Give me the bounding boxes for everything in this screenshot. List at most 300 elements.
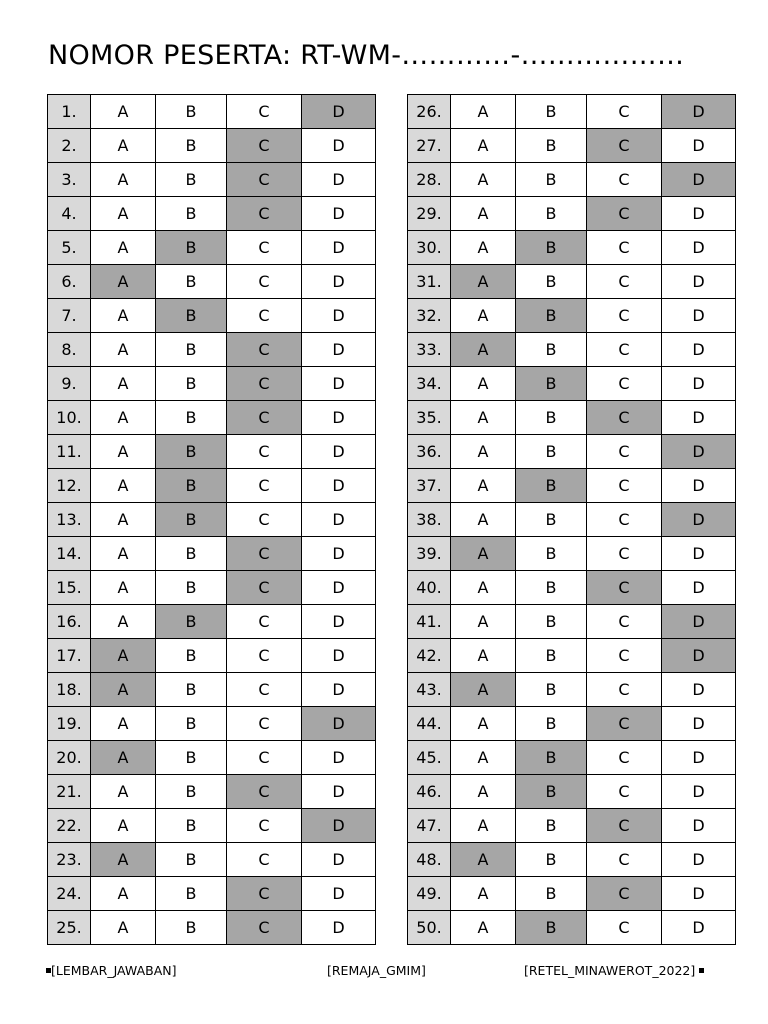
option-a-cell[interactable]: A — [451, 911, 516, 945]
answer-row — [408, 95, 736, 129]
question-number: 27. — [408, 129, 451, 163]
option-d-cell[interactable]: D — [302, 333, 376, 367]
option-d-cell[interactable]: D — [662, 707, 736, 741]
option-b-cell[interactable]: B — [516, 367, 587, 401]
option-c-cell[interactable]: C — [587, 911, 662, 945]
question-number: 47. — [408, 809, 451, 843]
question-number: 13. — [48, 503, 91, 537]
question-number: 7. — [48, 299, 91, 333]
question-number: 9. — [48, 367, 91, 401]
option-c-cell[interactable]: C — [227, 571, 302, 605]
answer-row — [48, 741, 376, 775]
option-c-cell[interactable]: C — [587, 469, 662, 503]
option-b-cell[interactable]: B — [516, 605, 587, 639]
question-number: 14. — [48, 537, 91, 571]
option-d-cell[interactable]: D — [302, 843, 376, 877]
option-b-cell[interactable]: B — [156, 367, 227, 401]
question-number: 49. — [408, 877, 451, 911]
answer-row — [408, 367, 736, 401]
question-number: 39. — [408, 537, 451, 571]
answer-row — [408, 843, 736, 877]
option-d-cell[interactable]: D — [662, 741, 736, 775]
question-number: 32. — [408, 299, 451, 333]
option-a-cell[interactable]: A — [451, 197, 516, 231]
question-number: 11. — [48, 435, 91, 469]
option-b-cell[interactable]: B — [516, 197, 587, 231]
option-b-cell[interactable]: B — [516, 333, 587, 367]
option-b-cell[interactable]: B — [516, 707, 587, 741]
option-d-cell[interactable]: D — [662, 605, 736, 639]
option-a-cell[interactable]: A — [91, 503, 156, 537]
option-a-cell[interactable]: A — [91, 469, 156, 503]
question-number: 19. — [48, 707, 91, 741]
option-a-cell[interactable]: A — [91, 537, 156, 571]
option-a-cell[interactable]: A — [451, 537, 516, 571]
option-c-cell[interactable]: C — [587, 197, 662, 231]
option-b-cell[interactable]: B — [156, 231, 227, 265]
option-d-cell[interactable]: D — [302, 741, 376, 775]
answer-row — [408, 639, 736, 673]
option-b-cell[interactable]: B — [156, 707, 227, 741]
option-c-cell[interactable]: C — [587, 605, 662, 639]
option-b-cell[interactable]: B — [156, 877, 227, 911]
option-a-cell[interactable]: A — [91, 571, 156, 605]
option-b-cell[interactable]: B — [156, 197, 227, 231]
option-b-cell[interactable]: B — [156, 639, 227, 673]
answer-row — [408, 333, 736, 367]
answer-row — [48, 639, 376, 673]
option-d-cell[interactable]: D — [662, 775, 736, 809]
option-a-cell[interactable]: A — [91, 775, 156, 809]
question-number: 43. — [408, 673, 451, 707]
option-d-cell[interactable]: D — [662, 401, 736, 435]
question-number: 48. — [408, 843, 451, 877]
option-c-cell[interactable]: C — [227, 503, 302, 537]
option-b-cell[interactable]: B — [516, 435, 587, 469]
option-d-cell[interactable]: D — [302, 231, 376, 265]
option-a-cell[interactable]: A — [91, 197, 156, 231]
answer-row — [48, 129, 376, 163]
option-c-cell[interactable]: C — [587, 741, 662, 775]
option-d-cell[interactable]: D — [662, 537, 736, 571]
option-c-cell[interactable]: C — [587, 571, 662, 605]
option-b-cell[interactable]: B — [516, 571, 587, 605]
answer-table-left — [47, 94, 376, 945]
option-c-cell[interactable]: C — [227, 537, 302, 571]
option-d-cell[interactable]: D — [662, 333, 736, 367]
option-c-cell[interactable]: C — [587, 537, 662, 571]
option-b-cell[interactable]: B — [156, 265, 227, 299]
option-a-cell[interactable]: A — [91, 605, 156, 639]
option-c-cell[interactable]: C — [227, 265, 302, 299]
option-a-cell[interactable]: A — [451, 639, 516, 673]
option-c-cell[interactable]: C — [587, 673, 662, 707]
option-d-cell[interactable]: D — [662, 843, 736, 877]
question-number: 44. — [408, 707, 451, 741]
option-a-cell[interactable]: A — [91, 911, 156, 945]
option-a-cell[interactable]: A — [91, 367, 156, 401]
option-d-cell[interactable]: D — [302, 469, 376, 503]
option-a-cell[interactable]: A — [91, 435, 156, 469]
option-a-cell[interactable]: A — [451, 163, 516, 197]
answer-row — [48, 809, 376, 843]
question-number: 28. — [408, 163, 451, 197]
option-d-cell[interactable]: D — [662, 503, 736, 537]
answer-row — [408, 605, 736, 639]
option-c-cell[interactable]: C — [587, 231, 662, 265]
option-a-cell[interactable]: A — [91, 231, 156, 265]
option-b-cell[interactable]: B — [516, 129, 587, 163]
question-number: 20. — [48, 741, 91, 775]
option-d-cell[interactable]: D — [662, 95, 736, 129]
option-c-cell[interactable]: C — [227, 95, 302, 129]
question-number: 4. — [48, 197, 91, 231]
option-a-cell[interactable]: A — [451, 503, 516, 537]
square-bullet-icon — [46, 968, 51, 973]
answer-row — [48, 911, 376, 945]
question-number: 38. — [408, 503, 451, 537]
option-c-cell[interactable]: C — [227, 197, 302, 231]
option-b-cell[interactable]: B — [156, 741, 227, 775]
answer-row — [408, 741, 736, 775]
option-c-cell[interactable]: C — [587, 843, 662, 877]
answer-row — [408, 809, 736, 843]
question-number: 24. — [48, 877, 91, 911]
option-a-cell[interactable]: A — [451, 673, 516, 707]
option-d-cell[interactable]: D — [662, 809, 736, 843]
question-number: 21. — [48, 775, 91, 809]
option-b-cell[interactable]: B — [156, 911, 227, 945]
option-b-cell[interactable]: B — [156, 435, 227, 469]
answer-row — [408, 435, 736, 469]
question-number: 46. — [408, 775, 451, 809]
question-number: 23. — [48, 843, 91, 877]
question-number: 5. — [48, 231, 91, 265]
option-c-cell[interactable]: C — [227, 741, 302, 775]
answer-row — [408, 163, 736, 197]
option-b-cell[interactable]: B — [156, 809, 227, 843]
question-number: 10. — [48, 401, 91, 435]
option-b-cell[interactable]: B — [516, 877, 587, 911]
option-b-cell[interactable]: B — [516, 299, 587, 333]
option-d-cell[interactable]: D — [662, 197, 736, 231]
option-a-cell[interactable]: A — [451, 299, 516, 333]
question-number: 42. — [408, 639, 451, 673]
answer-row — [48, 231, 376, 265]
question-number: 45. — [408, 741, 451, 775]
option-b-cell[interactable]: B — [156, 163, 227, 197]
answer-row — [408, 571, 736, 605]
option-d-cell[interactable]: D — [662, 571, 736, 605]
option-d-cell[interactable]: D — [302, 163, 376, 197]
option-d-cell[interactable]: D — [302, 673, 376, 707]
option-a-cell[interactable]: A — [451, 95, 516, 129]
question-number: 40. — [408, 571, 451, 605]
answer-row — [408, 537, 736, 571]
option-c-cell[interactable]: C — [587, 299, 662, 333]
option-a-cell[interactable]: A — [451, 775, 516, 809]
option-b-cell[interactable]: B — [156, 843, 227, 877]
option-d-cell[interactable]: D — [662, 877, 736, 911]
answer-row — [48, 95, 376, 129]
option-c-cell[interactable]: C — [587, 435, 662, 469]
option-d-cell[interactable]: D — [662, 367, 736, 401]
answer-row — [48, 673, 376, 707]
answer-row — [408, 231, 736, 265]
answer-row — [48, 537, 376, 571]
option-b-cell[interactable]: B — [516, 911, 587, 945]
option-c-cell[interactable]: C — [227, 299, 302, 333]
answer-row — [408, 299, 736, 333]
option-d-cell[interactable]: D — [302, 435, 376, 469]
option-a-cell[interactable]: A — [451, 605, 516, 639]
option-d-cell[interactable]: D — [302, 197, 376, 231]
question-number: 22. — [48, 809, 91, 843]
option-b-cell[interactable]: B — [516, 469, 587, 503]
option-d-cell[interactable]: D — [302, 537, 376, 571]
option-a-cell[interactable]: A — [91, 673, 156, 707]
option-a-cell[interactable]: A — [451, 741, 516, 775]
option-c-cell[interactable]: C — [227, 333, 302, 367]
answer-row — [408, 877, 736, 911]
option-b-cell[interactable]: B — [156, 299, 227, 333]
question-number: 50. — [408, 911, 451, 945]
question-number: 26. — [408, 95, 451, 129]
answer-row — [48, 197, 376, 231]
option-b-cell[interactable]: B — [516, 537, 587, 571]
option-a-cell[interactable]: A — [451, 877, 516, 911]
option-c-cell[interactable]: C — [587, 163, 662, 197]
option-b-cell[interactable]: B — [516, 741, 587, 775]
option-c-cell[interactable]: C — [227, 231, 302, 265]
option-b-cell[interactable]: B — [516, 163, 587, 197]
option-c-cell[interactable]: C — [587, 775, 662, 809]
answer-row — [48, 333, 376, 367]
option-c-cell[interactable]: C — [587, 639, 662, 673]
option-d-cell[interactable]: D — [662, 673, 736, 707]
option-d-cell[interactable]: D — [302, 911, 376, 945]
answer-row — [408, 707, 736, 741]
option-a-cell[interactable]: A — [451, 707, 516, 741]
footer-right-label: [RETEL_MINAWEROT_2022] — [524, 963, 696, 978]
question-number: 25. — [48, 911, 91, 945]
option-a-cell[interactable]: A — [451, 469, 516, 503]
option-b-cell[interactable]: B — [156, 333, 227, 367]
option-b-cell[interactable]: B — [156, 673, 227, 707]
question-number: 34. — [408, 367, 451, 401]
option-d-cell[interactable]: D — [662, 911, 736, 945]
option-b-cell[interactable]: B — [516, 231, 587, 265]
option-c-cell[interactable]: C — [227, 639, 302, 673]
option-b-cell[interactable]: B — [516, 775, 587, 809]
option-c-cell[interactable]: C — [587, 95, 662, 129]
option-b-cell[interactable]: B — [156, 503, 227, 537]
option-d-cell[interactable]: D — [302, 367, 376, 401]
option-a-cell[interactable]: A — [91, 639, 156, 673]
option-d-cell[interactable]: D — [302, 639, 376, 673]
footer-left — [46, 963, 177, 978]
question-number: 2. — [48, 129, 91, 163]
option-d-cell[interactable]: D — [302, 95, 376, 129]
option-c-cell[interactable]: C — [227, 877, 302, 911]
square-bullet-icon — [699, 968, 704, 973]
option-a-cell[interactable]: A — [451, 129, 516, 163]
answer-row — [48, 265, 376, 299]
option-c-cell[interactable]: C — [227, 435, 302, 469]
option-a-cell[interactable]: A — [91, 877, 156, 911]
answer-row — [408, 197, 736, 231]
option-c-cell[interactable]: C — [227, 163, 302, 197]
option-a-cell[interactable]: A — [91, 401, 156, 435]
option-b-cell[interactable]: B — [516, 503, 587, 537]
option-c-cell[interactable]: C — [587, 809, 662, 843]
option-a-cell[interactable]: A — [91, 95, 156, 129]
option-a-cell[interactable]: A — [451, 401, 516, 435]
option-d-cell[interactable]: D — [302, 707, 376, 741]
option-a-cell[interactable]: A — [91, 333, 156, 367]
option-a-cell[interactable]: A — [451, 571, 516, 605]
answer-row — [408, 401, 736, 435]
option-d-cell[interactable]: D — [302, 571, 376, 605]
option-d-cell[interactable]: D — [302, 877, 376, 911]
option-c-cell[interactable]: C — [587, 707, 662, 741]
option-a-cell[interactable]: A — [451, 843, 516, 877]
option-b-cell[interactable]: B — [156, 537, 227, 571]
option-d-cell[interactable]: D — [302, 299, 376, 333]
option-b-cell[interactable]: B — [516, 843, 587, 877]
option-b-cell[interactable]: B — [156, 401, 227, 435]
option-b-cell[interactable]: B — [516, 95, 587, 129]
option-b-cell[interactable]: B — [156, 605, 227, 639]
answer-row — [408, 775, 736, 809]
option-b-cell[interactable]: B — [156, 469, 227, 503]
answer-row — [48, 401, 376, 435]
option-d-cell[interactable]: D — [302, 809, 376, 843]
option-b-cell[interactable]: B — [516, 265, 587, 299]
option-b-cell[interactable]: B — [156, 129, 227, 163]
option-b-cell[interactable]: B — [516, 673, 587, 707]
answer-row — [48, 435, 376, 469]
question-number: 18. — [48, 673, 91, 707]
option-d-cell[interactable]: D — [302, 265, 376, 299]
question-number: 36. — [408, 435, 451, 469]
option-d-cell[interactable]: D — [302, 775, 376, 809]
option-c-cell[interactable]: C — [227, 605, 302, 639]
answer-table-right-body — [408, 95, 736, 945]
option-c-cell[interactable]: C — [227, 911, 302, 945]
option-d-cell[interactable]: D — [662, 639, 736, 673]
option-d-cell[interactable]: D — [662, 231, 736, 265]
answer-row — [408, 469, 736, 503]
option-c-cell[interactable]: C — [587, 333, 662, 367]
answer-row — [408, 129, 736, 163]
question-number: 12. — [48, 469, 91, 503]
question-number: 37. — [408, 469, 451, 503]
question-number: 6. — [48, 265, 91, 299]
option-d-cell[interactable]: D — [662, 469, 736, 503]
question-number: 30. — [408, 231, 451, 265]
option-d-cell[interactable]: D — [662, 435, 736, 469]
option-a-cell[interactable]: A — [91, 299, 156, 333]
option-d-cell[interactable]: D — [302, 503, 376, 537]
answer-row — [48, 367, 376, 401]
option-b-cell[interactable]: B — [156, 95, 227, 129]
answer-row — [408, 265, 736, 299]
option-a-cell[interactable]: A — [451, 367, 516, 401]
option-c-cell[interactable]: C — [587, 265, 662, 299]
option-a-cell[interactable]: A — [451, 231, 516, 265]
footer-left-label: [LEMBAR_JAWABAN] — [51, 963, 177, 978]
answer-row — [48, 571, 376, 605]
option-c-cell[interactable]: C — [587, 503, 662, 537]
answer-row — [48, 877, 376, 911]
option-b-cell[interactable]: B — [516, 401, 587, 435]
answer-row — [408, 673, 736, 707]
option-a-cell[interactable]: A — [91, 707, 156, 741]
option-a-cell[interactable]: A — [91, 809, 156, 843]
option-c-cell[interactable]: C — [587, 129, 662, 163]
option-a-cell[interactable]: A — [91, 741, 156, 775]
option-c-cell[interactable]: C — [227, 707, 302, 741]
footer-center-label: [REMAJA_GMIM] — [327, 963, 426, 978]
answer-row — [48, 605, 376, 639]
option-d-cell[interactable]: D — [302, 401, 376, 435]
option-a-cell[interactable]: A — [91, 129, 156, 163]
option-c-cell[interactable]: C — [227, 843, 302, 877]
option-c-cell[interactable]: C — [227, 775, 302, 809]
question-number: 29. — [408, 197, 451, 231]
question-number: 1. — [48, 95, 91, 129]
option-c-cell[interactable]: C — [227, 469, 302, 503]
option-a-cell[interactable]: A — [451, 809, 516, 843]
option-d-cell[interactable]: D — [662, 163, 736, 197]
answer-row — [48, 299, 376, 333]
option-d-cell[interactable]: D — [302, 129, 376, 163]
option-a-cell[interactable]: A — [91, 843, 156, 877]
option-c-cell[interactable]: C — [227, 809, 302, 843]
option-c-cell[interactable]: C — [227, 401, 302, 435]
option-b-cell[interactable]: B — [516, 809, 587, 843]
answer-row — [408, 911, 736, 945]
option-a-cell[interactable]: A — [451, 265, 516, 299]
option-c-cell[interactable]: C — [227, 129, 302, 163]
option-b-cell[interactable]: B — [516, 639, 587, 673]
option-a-cell[interactable]: A — [91, 265, 156, 299]
option-b-cell[interactable]: B — [156, 775, 227, 809]
answer-row — [48, 707, 376, 741]
option-a-cell[interactable]: A — [91, 163, 156, 197]
option-c-cell[interactable]: C — [227, 673, 302, 707]
option-a-cell[interactable]: A — [451, 333, 516, 367]
option-d-cell[interactable]: D — [662, 265, 736, 299]
option-d-cell[interactable]: D — [662, 299, 736, 333]
option-a-cell[interactable]: A — [451, 435, 516, 469]
option-c-cell[interactable]: C — [587, 877, 662, 911]
question-number: 41. — [408, 605, 451, 639]
option-b-cell[interactable]: B — [156, 571, 227, 605]
answer-row — [48, 503, 376, 537]
option-d-cell[interactable]: D — [302, 605, 376, 639]
footer-center — [327, 963, 426, 978]
answer-table-left-body — [48, 95, 376, 945]
option-c-cell[interactable]: C — [587, 401, 662, 435]
option-c-cell[interactable]: C — [587, 367, 662, 401]
question-number: 17. — [48, 639, 91, 673]
option-c-cell[interactable]: C — [227, 367, 302, 401]
answer-table-right — [407, 94, 736, 945]
answer-row — [48, 469, 376, 503]
option-d-cell[interactable]: D — [662, 129, 736, 163]
